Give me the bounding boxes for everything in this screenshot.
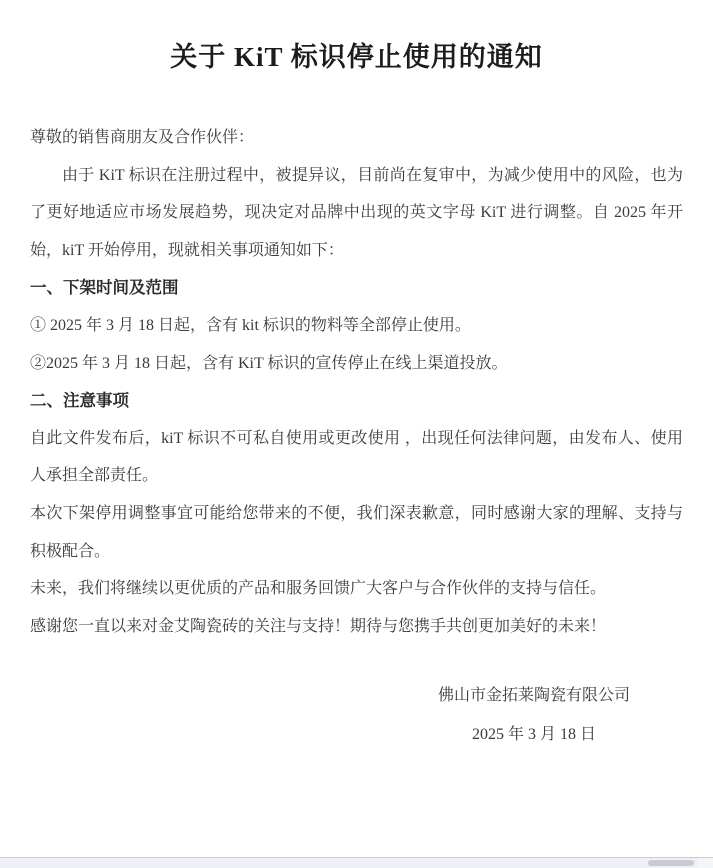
- signature-block: [438, 676, 630, 754]
- section-2-paragraph-1: 自此文件发布后，kiT 标识不可私自使用或更改使用 ，出现任何法律问题，由发布人、使用人承担全部责任。: [30, 429, 683, 485]
- scrollbar-thumb[interactable]: [648, 860, 694, 866]
- section-1-heading: 一、下架时间及范围: [30, 278, 179, 298]
- section-2-paragraph-3: 未来，我们将继续以更优质的产品和服务回馈广大客户与合作伙伴的支持与信任。: [30, 580, 607, 598]
- salutation: 尊敬的销售商朋友及合作伙伴：: [30, 129, 255, 146]
- document-title: 关于 KiT 标识停止使用的通知: [170, 42, 543, 72]
- intro-paragraph: 由于 KiT 标识在注册过程中，被提异议，目前尚在复审中，为减少使用中的风险，也为了更好地适应市场发展趋势，现决定对品牌中出现的英文字母 KiT 进行调整。自 2025 年开始，kiT 开始停用，现就相关事项通知如下：: [30, 166, 683, 259]
- section-2-paragraph-2: 本次下架停用调整事宜可能给您带来的不便，我们深表歉意，同时感谢大家的理解、支持与积极配合。: [30, 504, 683, 560]
- section-2-heading: 二、注意事项: [30, 391, 129, 411]
- section-1-item-1: ① 2025 年 3 月 18 日起，含有 kit 标识的物料等全部停止使用。: [30, 316, 471, 334]
- scrollbar-corner: [697, 858, 713, 868]
- signature-company: 佛山市金拓莱陶瓷有限公司: [437, 687, 630, 704]
- signature-date: 2025 年 3 月 18 日: [471, 726, 596, 743]
- section-1-item-2: ②2025 年 3 月 18 日起，含有 KiT 标识的宣传停止在线上渠道投放。: [30, 354, 508, 372]
- horizontal-scrollbar[interactable]: [0, 857, 713, 868]
- section-2-paragraph-4: 感谢您一直以来对金艾陶瓷砖的关注与支持！期待与您携手共创更加美好的未来！: [30, 617, 607, 635]
